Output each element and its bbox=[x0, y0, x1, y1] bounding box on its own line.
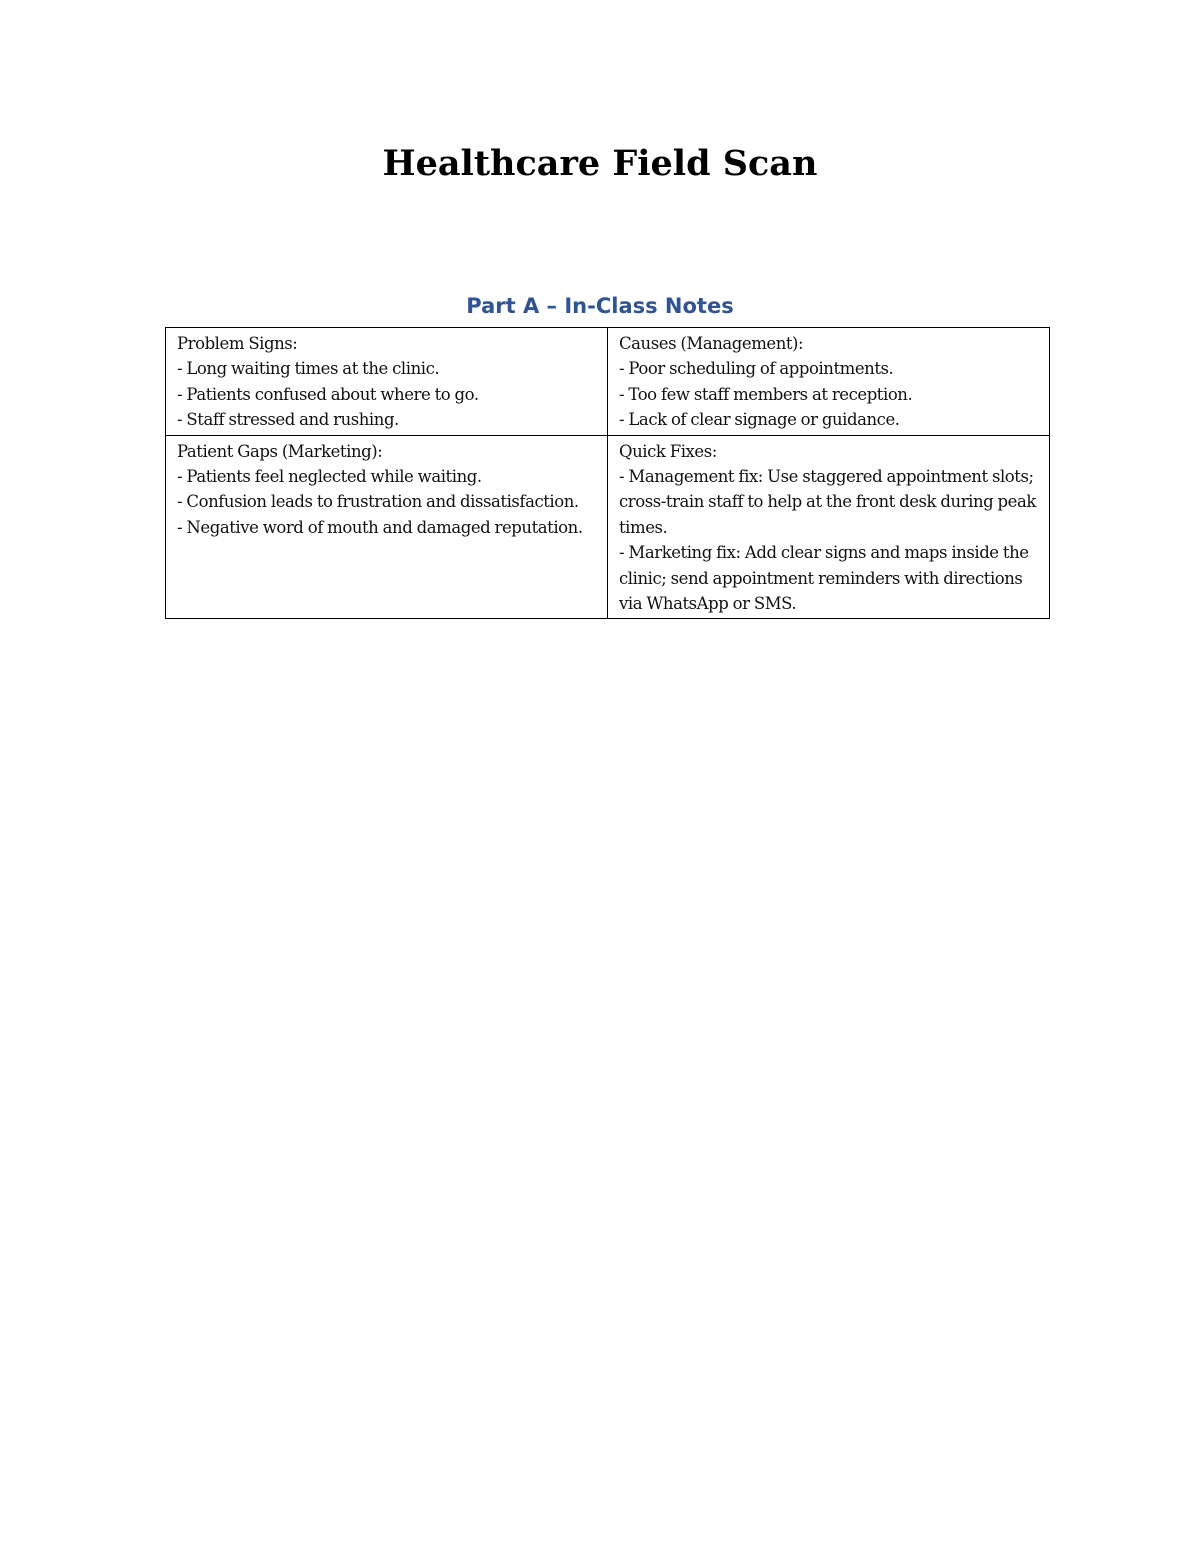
notes-table bbox=[165, 327, 1050, 619]
document-title: Healthcare Field Scan bbox=[382, 143, 818, 184]
list-item: - Patients feel neglected while waiting. bbox=[177, 467, 482, 487]
list-item: - Patients confused about where to go. bbox=[177, 384, 479, 404]
table-row bbox=[166, 435, 1050, 619]
patient-gaps-cell bbox=[166, 435, 608, 619]
list-item: - Marketing fix: Add clear signs and maps inside the clinic; send appointment reminders with directions via WhatsApp or SMS. bbox=[619, 543, 1029, 614]
section-heading: Part A – In-Class Notes bbox=[466, 294, 734, 318]
list-item: - Too few staff members at reception. bbox=[619, 384, 913, 404]
list-item: - Poor scheduling of appointments. bbox=[619, 359, 894, 379]
quick-fixes-heading: Quick Fixes: bbox=[619, 441, 717, 461]
causes-heading: Causes (Management): bbox=[619, 334, 804, 353]
list-item: - Lack of clear signage or guidance. bbox=[619, 410, 900, 430]
quick-fixes-cell bbox=[608, 435, 1050, 619]
patient-gaps-heading: Patient Gaps (Marketing): bbox=[177, 441, 383, 461]
problem-signs-cell bbox=[166, 328, 608, 436]
list-item: - Management fix: Use staggered appointment slots; cross-train staff to help at the front desk during peak times. bbox=[619, 467, 1036, 537]
causes-cell bbox=[608, 328, 1050, 436]
list-item: - Staff stressed and rushing. bbox=[177, 410, 399, 430]
list-item: - Negative word of mouth and damaged reputation. bbox=[177, 517, 583, 537]
problem-signs-heading: Problem Signs: bbox=[177, 334, 298, 353]
list-item: - Long waiting times at the clinic. bbox=[177, 359, 440, 379]
table-row bbox=[166, 328, 1050, 436]
list-item: - Confusion leads to frustration and dissatisfaction. bbox=[177, 492, 579, 512]
